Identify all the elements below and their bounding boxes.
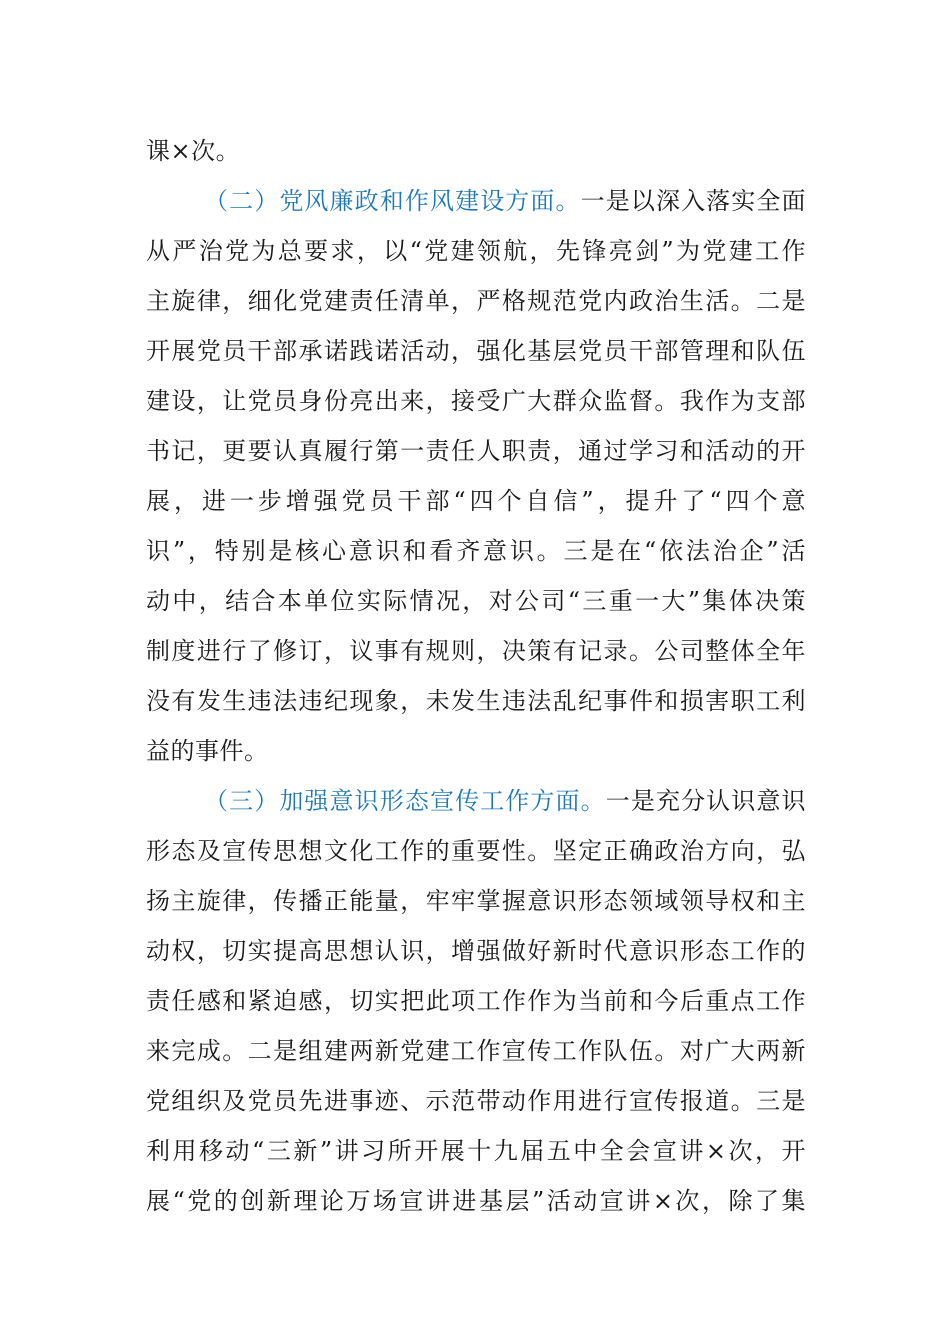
paragraph-line: 没有发生违法违纪现象，未发生违法乱纪事件和损害职工利 — [146, 687, 806, 715]
paragraph-fragment-text: 课×次。 — [146, 137, 241, 165]
section-party-conduct — [146, 176, 806, 776]
paragraph-line: 动权，切实提高思想认识，增强做好新时代意识形态工作的 — [146, 937, 806, 965]
paragraph-line: 责任感和紧迫感，切实把此项工作作为当前和今后重点工作 — [146, 987, 806, 1015]
paragraph-line: 利用移动“三新”讲习所开展十九届五中全会宣讲×次，开 — [146, 1137, 806, 1165]
document-body — [146, 126, 806, 1226]
paragraph-line: 展，进一步增强党员干部“四个自信”，提升了“四个意 — [146, 487, 806, 515]
section-heading: （三）加强意识形态宣传工作方面。 — [204, 787, 606, 815]
paragraph-line: 主旋律，细化党建责任清单，严格规范党内政治生活。二是 — [146, 287, 806, 315]
paragraph-line: 从严治党为总要求，以“党建领航，先锋亮剑”为党建工作 — [146, 237, 806, 265]
section-ideology-publicity — [146, 776, 806, 1226]
paragraph-text: 一是以深入落实全面 — [580, 187, 807, 215]
paragraph-text: 一是充分认识意识 — [605, 787, 807, 815]
paragraph-line: 动中，结合本单位实际情况，对公司“三重一大”集体决策 — [146, 587, 806, 615]
paragraph-line: 益的事件。 — [146, 737, 269, 765]
paragraph-line: 党组织及党员先进事迹、示范带动作用进行宣传报道。三是 — [146, 1087, 806, 1115]
paragraph-line: 识”，特别是核心意识和看齐意识。三是在“依法治企”活 — [146, 537, 806, 565]
paragraph-line: 建设，让党员身份亮出来，接受广大群众监督。我作为支部 — [146, 387, 806, 415]
paragraph-fragment-line — [146, 126, 806, 176]
paragraph-line: 形态及宣传思想文化工作的重要性。坚定正确政治方向，弘 — [146, 837, 806, 865]
paragraph-line: 制度进行了修订，议事有规则，决策有记录。公司整体全年 — [146, 637, 806, 665]
paragraph-line: 书记，更要认真履行第一责任人职责，通过学习和活动的开 — [146, 437, 806, 465]
paragraph-line — [146, 176, 806, 226]
section-heading: （二）党风廉政和作风建设方面。 — [204, 187, 581, 215]
paragraph-line: 开展党员干部承诺践诺活动，强化基层党员干部管理和队伍 — [146, 337, 806, 365]
paragraph-line: 扬主旋律，传播正能量，牢牢掌握意识形态领域领导权和主 — [146, 887, 806, 915]
paragraph-line: 来完成。二是组建两新党建工作宣传工作队伍。对广大两新 — [146, 1037, 806, 1065]
paragraph-line: 展“党的创新理论万场宣讲进基层”活动宣讲×次，除了集 — [146, 1187, 806, 1215]
paragraph-line — [146, 776, 806, 826]
